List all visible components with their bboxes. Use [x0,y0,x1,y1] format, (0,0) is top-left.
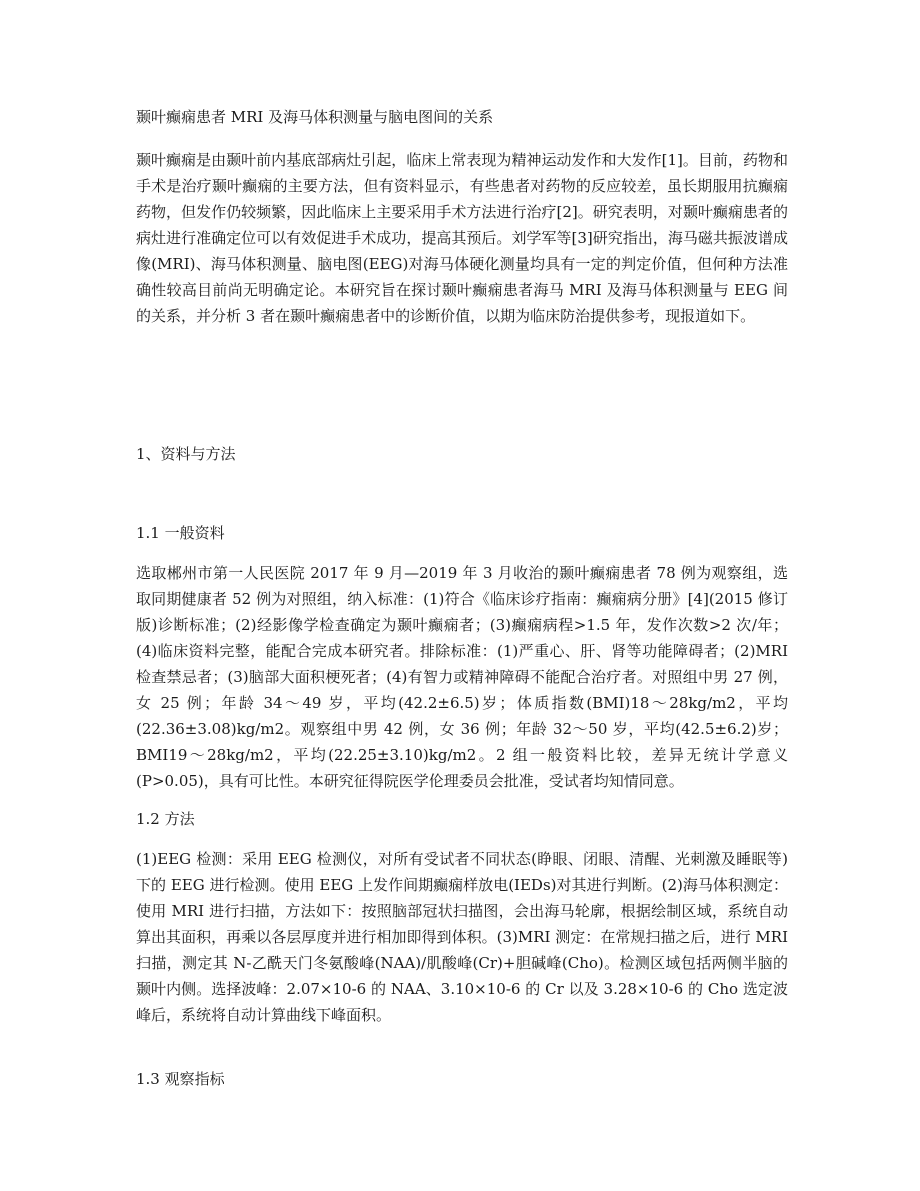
general-info-paragraph: 选取郴州市第一人民医院 2017 年 9 月—2019 年 3 月收治的颞叶癫痫患者 78 例为观察组，选取同期健康者 52 例为对照组，纳入标准：(1)符合《临床诊疗指南：癫痫病分册》[4](2015 修订版)诊断标准；(2)经影像学检查确定为颞叶癫痫者；(3)癫痫病程>1.5 年，发作次数>2 次/年；(4)临床资料完整，能配合完成本研究者。排除标准：(1)严重心、肝、肾等功能障碍者；(2)MRI 检查禁忌者；(3)脑部大面积梗死者；(4)有智力或精神障碍不能配合治疗者。对照组中男 27 例，女 25 例；年龄 34～49 岁，平均(42.2±6.5)岁；体质指数(BMI)18～28kg/m2，平均(22.36±3.08)kg/m2。观察组中男 42 例，女 36 例；年龄 32～50 岁，平均(42.5±6.2)岁；BMI19～28kg/m2，平均(22.25±3.10)kg/m2。2 组一般资料比较，差异无统计学意义(P>0.05)，具有可比性。本研究征得院医学伦理委员会批准，受试者均知情同意。 [136,564,788,790]
intro-paragraph: 颞叶癫痫是由颞叶前内基底部病灶引起，临床上常表现为精神运动发作和大发作[1]。目前，药物和手术是治疗颞叶癫痫的主要方法，但有资料显示，有些患者对药物的反应较差，虽长期服用抗癫痫药物，但发作仍较频繁，因此临床上主要采用手术方法进行治疗[2]。研究表明，对颞叶癫痫患者的病灶进行准确定位可以有效促进手术成功，提高其预后。刘学军等[3]研究指出，海马磁共振波谱成像(MRI)、海马体积测量、脑电图(EEG)对海马体硬化测量均具有一定的判定价值，但何种方法准确性较高目前尚无明确定论。本研究旨在探讨颞叶癫痫患者海马 MRI 及海马体积测量与 EEG 间的关系，并分析 3 者在颞叶癫痫患者中的诊断价值，以期为临床防治提供参考，现报道如下。 [136,151,788,325]
section-1-1-heading: 1.1 一般资料 [136,524,225,542]
section-1-heading: 1、资料与方法 [136,445,236,463]
method-paragraph: (1)EEG 检测：采用 EEG 检测仪，对所有受试者不同状态(睁眼、闭眼、清醒、光刺激及睡眠等)下的 EEG 进行检测。使用 EEG 上发作间期癫痫样放电(IEDs)对其进行判断。(2)海马体积测定：使用 MRI 进行扫描，方法如下：按照脑部冠状扫描图，会出海马轮廓，根据绘制区域，系统自动算出其面积，再乘以各层厚度并进行相加即得到体积。(3)MRI 测定：在常规扫描之后，进行 MRI 扫描，测定其 N-乙酰天门冬氨酸峰(NAA)/肌酸峰(Cr)+胆碱峰(Cho)。检测区域包括两侧半脑的颞叶内侧。选择波峰：2.07×10-6 的 NAA、3.10×10-6 的 Cr 以及 3.28×10-6 的 Cho 选定波峰后，系统将自动计算曲线下峰面积。 [136,850,788,1024]
section-1-3-heading: 1.3 观察指标 [136,1070,225,1088]
section-1-2-heading: 1.2 方法 [136,810,195,828]
document-title: 颞叶癫痫患者 MRI 及海马体积测量与脑电图间的关系 [136,108,494,126]
